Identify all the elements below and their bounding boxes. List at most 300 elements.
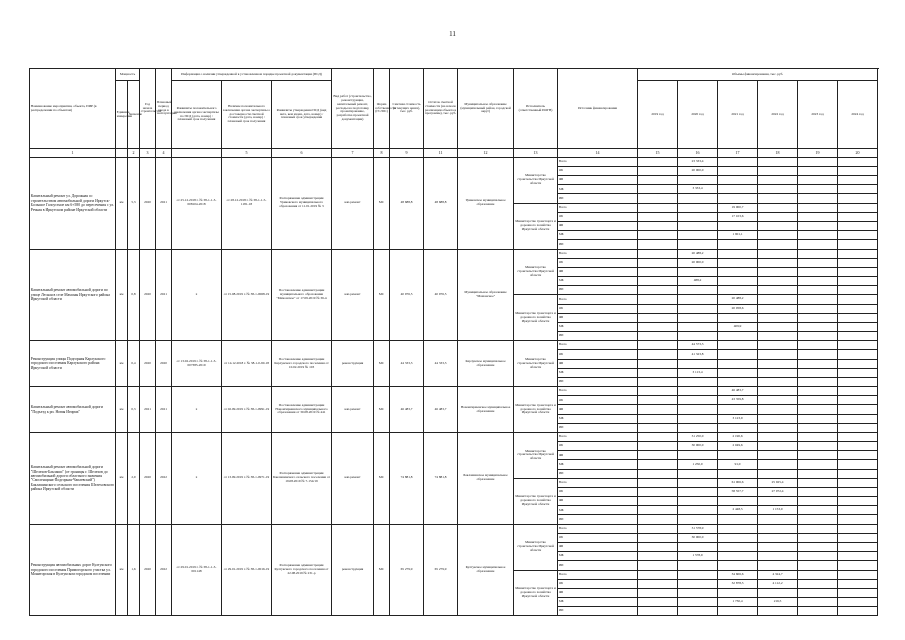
funding-amount — [798, 579, 838, 588]
year-end: 2021 — [156, 249, 172, 341]
funding-amount — [638, 368, 678, 377]
funding-amount — [718, 588, 758, 597]
funding-source: ФБ — [558, 176, 638, 185]
funding-amount — [798, 286, 838, 295]
funding-amount — [838, 396, 878, 405]
power-value: 5,3 — [128, 157, 140, 249]
funding-amount — [678, 212, 718, 221]
funding-source: МБ — [558, 414, 638, 423]
funding-amount — [758, 267, 798, 276]
funding-amount — [838, 341, 878, 350]
funding-amount — [638, 487, 678, 496]
funding-amount — [638, 478, 678, 487]
docs-approval: от 29.01.2019 г. № 38-1-1-3-001148 — [172, 524, 222, 616]
funding-source: МБ — [558, 277, 638, 286]
funding-source: МБ — [558, 231, 638, 240]
funding-amount — [838, 460, 878, 469]
funding-amount — [838, 487, 878, 496]
funding-amount: 31 250,0 — [678, 432, 718, 441]
funding-amount — [758, 240, 798, 249]
funding-amount — [798, 387, 838, 396]
ownership-form: МС — [374, 341, 390, 387]
funding-amount — [638, 524, 678, 533]
column-number — [116, 149, 128, 158]
funding-amount — [758, 221, 798, 230]
estimated-cost: 65 279,9 — [390, 524, 424, 616]
funding-source: Всего — [558, 249, 638, 258]
funding-source: Всего — [558, 341, 638, 350]
funding-amount — [718, 377, 758, 386]
funding-amount — [678, 579, 718, 588]
ownership-form: МС — [374, 249, 390, 341]
funding-amount — [758, 258, 798, 267]
funding-amount — [638, 295, 678, 304]
municipality: Баклашинское муниципальное образование — [458, 432, 514, 524]
funding-amount — [798, 543, 838, 552]
funding-amount — [638, 249, 678, 258]
funding-amount — [798, 377, 838, 386]
funding-amount — [638, 157, 678, 166]
funding-amount — [838, 387, 878, 396]
funding-amount — [838, 451, 878, 460]
col-unit-header: Единица измерения — [116, 81, 128, 149]
funding-amount — [678, 221, 718, 230]
funding-source: ФБ — [558, 405, 638, 414]
docs-cost-check: от 15.08.2019 г. № 38-1-0068-19 — [222, 249, 272, 341]
funding-amount — [758, 442, 798, 451]
ownership-form: МС — [374, 157, 390, 249]
funding-amount: 61 006,6 — [718, 478, 758, 487]
col-year-header: 2022 год — [758, 81, 798, 149]
funding-source: ФБ — [558, 359, 638, 368]
funding-amount: 216,5 — [758, 598, 798, 607]
funding-amount — [678, 598, 718, 607]
column-number: 16 — [678, 149, 718, 158]
funding-amount: 1 250,0 — [678, 460, 718, 469]
funding-amount: 58 557,7 — [718, 487, 758, 496]
funding-amount — [638, 396, 678, 405]
funding-amount — [838, 221, 878, 230]
municipality: Муниципальное образование "Мамонское" — [458, 249, 514, 341]
funding-amount — [638, 543, 678, 552]
funding-source: Всего — [558, 387, 638, 396]
funding-amount: 20 488,2 — [718, 295, 758, 304]
funding-amount — [638, 561, 678, 570]
power-unit: км — [116, 524, 128, 616]
funding-amount — [798, 414, 838, 423]
work-type: реконструкция — [332, 341, 374, 387]
funding-amount — [838, 414, 878, 423]
funding-source: ИИ — [558, 332, 638, 341]
funding-amount — [798, 396, 838, 405]
funding-amount — [838, 561, 878, 570]
power-value: 1,6 — [128, 524, 140, 616]
column-number: 13 — [514, 149, 558, 158]
work-type: кап.ремонт — [332, 387, 374, 433]
funding-amount — [638, 506, 678, 515]
funding-amount — [798, 359, 838, 368]
funding-amount — [798, 432, 838, 441]
funding-amount — [838, 570, 878, 579]
funding-amount: 1 730,4 — [718, 598, 758, 607]
funding-amount — [638, 460, 678, 469]
funding-amount: 20 488,2 — [678, 249, 718, 258]
funding-amount — [798, 157, 838, 166]
funding-source: ИИ — [558, 377, 638, 386]
funding-amount — [638, 442, 678, 451]
funding-amount — [758, 460, 798, 469]
funding-amount: 409,9 — [718, 322, 758, 331]
funding-amount — [758, 377, 798, 386]
funding-amount — [638, 240, 678, 249]
funding-amount: 4 324,7 — [758, 570, 798, 579]
funding-amount — [638, 359, 678, 368]
funding-amount — [798, 506, 838, 515]
ownership-form: МС — [374, 432, 390, 524]
funding-source: Всего — [558, 157, 638, 166]
funding-amount — [718, 497, 758, 506]
remaining-cost: 48 688,8 — [424, 157, 458, 249]
funding-source: ФБ — [558, 543, 638, 552]
funding-amount — [838, 442, 878, 451]
funding-amount — [718, 359, 758, 368]
funding-amount — [798, 221, 838, 230]
funding-amount — [758, 451, 798, 460]
funding-amount — [638, 194, 678, 203]
funding-amount — [838, 313, 878, 322]
municipality: Карлукское муниципальное образование — [458, 341, 514, 387]
funding-amount: 1 153,0 — [758, 506, 798, 515]
funding-amount — [638, 341, 678, 350]
funding-amount: 2 448,5 — [718, 506, 758, 515]
funding-amount — [838, 277, 878, 286]
funding-amount — [838, 423, 878, 432]
funding-amount — [678, 469, 718, 478]
funding-amount — [758, 249, 798, 258]
funding-amount — [678, 396, 718, 405]
column-number — [172, 149, 222, 158]
funding-amount — [678, 570, 718, 579]
funding-amount — [638, 451, 678, 460]
column-number: 9 — [390, 149, 424, 158]
funding-amount — [638, 185, 678, 194]
executor: Министерство строительства Иркутской области — [514, 524, 558, 570]
funding-source: ФБ — [558, 497, 638, 506]
funding-amount — [798, 194, 838, 203]
funding-amount — [798, 231, 838, 240]
funding-amount — [758, 176, 798, 185]
col-form-header: Форма собственности (ГС/МС) — [374, 69, 390, 149]
funding-source: ОБ — [558, 350, 638, 359]
funding-amount: 3 123,9 — [718, 414, 758, 423]
funding-amount — [718, 313, 758, 322]
year-start: 2020 — [140, 249, 156, 341]
funding-amount: 27 072,4 — [758, 487, 798, 496]
municipality: Култукское муниципальное образование — [458, 524, 514, 616]
funding-source: ФБ — [558, 588, 638, 597]
funding-amount — [718, 194, 758, 203]
funding-amount — [758, 295, 798, 304]
funding-amount — [678, 506, 718, 515]
funding-amount — [678, 231, 718, 240]
funding-amount — [798, 460, 838, 469]
funding-amount — [758, 432, 798, 441]
funding-amount — [638, 267, 678, 276]
funding-amount — [638, 277, 678, 286]
funding-amount — [718, 185, 758, 194]
funding-source: ИИ — [558, 423, 638, 432]
executor: Министерство строительства Иркутской области — [514, 341, 558, 387]
funding-amount — [638, 414, 678, 423]
funding-source: ОБ — [558, 487, 638, 496]
funding-source: ОБ — [558, 258, 638, 267]
funding-amount — [718, 341, 758, 350]
funding-amount: 41 323,8 — [678, 350, 718, 359]
funding-amount: 44 573,3 — [678, 341, 718, 350]
funding-source: МБ — [558, 552, 638, 561]
funding-amount — [678, 497, 718, 506]
funding-amount — [638, 423, 678, 432]
funding-amount — [638, 212, 678, 221]
column-number: 6 — [272, 149, 332, 158]
funding-amount — [638, 377, 678, 386]
funding-amount — [638, 387, 678, 396]
funding-amount — [758, 561, 798, 570]
docs-cost-check: от 13.09.2019 г. № 38-1-0971-19 — [222, 432, 272, 524]
funding-amount — [838, 515, 878, 524]
funding-amount — [678, 194, 718, 203]
object-name: Реконструкция автомобильных дорог Култукского городского поселения Примогорского участка ул. Мониторская в Култукском городском поселении — [30, 524, 116, 616]
funding-amount — [718, 157, 758, 166]
power-value: 2,0 — [128, 432, 140, 524]
funding-amount: 31 578,9 — [678, 524, 718, 533]
funding-amount — [758, 607, 798, 616]
col-year-header: 2023 год — [798, 81, 838, 149]
funding-amount — [758, 166, 798, 175]
docs-requisites: Постановление администрации муниципального образования "Мамонское" от 17.09.2019 № 36-п — [272, 249, 332, 341]
funding-amount — [758, 359, 798, 368]
funding-amount — [838, 543, 878, 552]
power-value: 0,3 — [128, 387, 140, 433]
funding-source: ИИ — [558, 561, 638, 570]
funding-source: ОБ — [558, 579, 638, 588]
funding-source: МБ — [558, 185, 638, 194]
funding-amount — [678, 423, 718, 432]
estimated-cost: 46 483,7 — [390, 387, 424, 433]
year-end: 2021 — [156, 387, 172, 433]
col-end-header: Плановый период ввода в эксплуатацию — [156, 69, 172, 149]
column-number: 5 — [222, 149, 272, 158]
object-name: Капитальный ремонт автомобильной дороги "Шелехов-Баклаши" (от границы г. Шелехов до автомобильной дороги областного значения "Смоленщина-Подгорная-Чапаевский") Баклашинского сельского поселения Шелеховского района Иркутской области — [30, 432, 116, 524]
funding-amount — [798, 249, 838, 258]
table-row — [30, 432, 878, 441]
column-number: 8 — [374, 149, 390, 158]
docs-requisites: Постановление администрации Карлукского городского поселения от 10.02.2019 № 103 — [272, 341, 332, 387]
funding-amount — [838, 377, 878, 386]
col-value-header: Значение — [128, 81, 140, 149]
table-row — [30, 524, 878, 533]
funding-amount — [718, 543, 758, 552]
funding-amount — [718, 258, 758, 267]
funding-source: ФБ — [558, 313, 638, 322]
funding-amount — [798, 185, 838, 194]
funding-amount — [798, 588, 838, 597]
power-unit: км — [116, 249, 128, 341]
funding-amount — [838, 322, 878, 331]
funding-amount — [838, 185, 878, 194]
funding-amount: 30 000,0 — [678, 442, 718, 451]
col-docs-header: Информация о наличии утвержденной в установленном порядке проектной документации (ПСД) — [172, 69, 332, 81]
funding-amount — [638, 258, 678, 267]
funding-amount — [678, 286, 718, 295]
funding-amount: 1 901,1 — [718, 231, 758, 240]
docs-cost-check: от 02.09.2019 г. № 38-1-0991-19 — [222, 387, 272, 433]
funding-amount — [638, 203, 678, 212]
funding-amount — [838, 332, 878, 341]
funding-amount — [638, 598, 678, 607]
col-power-header: Мощность — [116, 69, 140, 81]
funding-amount — [638, 176, 678, 185]
funding-amount: 20 000,0 — [678, 166, 718, 175]
funding-amount — [678, 405, 718, 414]
year-end: 2021 — [156, 157, 172, 249]
funding-amount — [758, 185, 798, 194]
funding-amount — [718, 221, 758, 230]
funding-amount — [638, 332, 678, 341]
year-end: 2022 — [156, 432, 172, 524]
funding-amount — [678, 588, 718, 597]
funding-amount — [718, 561, 758, 570]
funding-source: ИИ — [558, 469, 638, 478]
funding-amount — [678, 176, 718, 185]
funding-amount: 2 190,6 — [718, 432, 758, 441]
funding-amount: 25 925,4 — [758, 478, 798, 487]
funding-amount — [638, 231, 678, 240]
funding-amount: 43 359,8 — [718, 396, 758, 405]
col-start-header: Год начала строительства — [140, 69, 156, 149]
funding-amount — [718, 277, 758, 286]
funding-amount — [718, 267, 758, 276]
funding-amount — [798, 598, 838, 607]
funding-amount — [758, 414, 798, 423]
funding-amount: 91,0 — [718, 460, 758, 469]
funding-amount — [798, 240, 838, 249]
funding-amount — [758, 212, 798, 221]
funding-amount — [838, 166, 878, 175]
funding-amount — [798, 212, 838, 221]
funding-amount — [798, 176, 838, 185]
funding-amount — [718, 469, 758, 478]
power-value: 0,4 — [128, 341, 140, 387]
funding-amount — [838, 304, 878, 313]
funding-source: ИИ — [558, 515, 638, 524]
funding-amount — [678, 359, 718, 368]
docs-approval: x — [172, 387, 222, 433]
table-row — [30, 341, 878, 350]
funding-amount — [798, 442, 838, 451]
funding-amount — [638, 405, 678, 414]
funding-amount — [838, 607, 878, 616]
funding-amount — [718, 524, 758, 533]
funding-amount — [638, 166, 678, 175]
docs-requisites: Постановление администрации Новоигирменского муниципального образования от 30.08.2019 № 441 — [272, 387, 332, 433]
remaining-cost: 40 976,5 — [424, 249, 458, 341]
funding-amount — [758, 515, 798, 524]
funding-source: МБ — [558, 322, 638, 331]
funding-amount — [758, 194, 798, 203]
funding-amount — [798, 203, 838, 212]
funding-source: Всего — [558, 203, 638, 212]
funding-source: ИИ — [558, 286, 638, 295]
funding-amount — [838, 533, 878, 542]
column-number: 2 — [128, 149, 140, 158]
docs-approval: x — [172, 432, 222, 524]
executor: Министерство транспорта и дорожного хозяйства Иркутской области — [514, 295, 558, 341]
funding-amount — [838, 552, 878, 561]
funding-amount — [718, 166, 758, 175]
funding-amount — [838, 405, 878, 414]
funding-amount — [678, 515, 718, 524]
docs-cost-check: от 28.12.2018 г. № 38-1-1-5-1181-18 — [222, 157, 272, 249]
municipality: Уриковское муниципальное образование — [458, 157, 514, 249]
object-name: Капитальный ремонт ул. Дорожная со строительством автомобильной дороги Иркутск-Большое Голоустное км 6+580 до пересечения с ул. Речная в Иркутском районе Иркутской области — [30, 157, 116, 249]
col-est-header: Сметная стоимость (в текущих ценах), тыс. руб. — [390, 69, 424, 149]
funding-amount — [678, 414, 718, 423]
funding-source: ОБ — [558, 304, 638, 313]
funding-amount — [638, 533, 678, 542]
funding-source: ФБ — [558, 451, 638, 460]
funding-amount — [758, 277, 798, 286]
docs-approval: x — [172, 249, 222, 341]
funding-source: ФБ — [558, 267, 638, 276]
funding-amount — [678, 304, 718, 313]
funding-amount — [798, 561, 838, 570]
funding-amount — [838, 286, 878, 295]
funding-source: ИИ — [558, 240, 638, 249]
object-name: Капитальный ремонт автомобильной дороги "Подъезд к рп. Новая Игирма" — [30, 387, 116, 433]
funding-amount — [838, 295, 878, 304]
funding-amount — [678, 451, 718, 460]
funding-amount — [838, 240, 878, 249]
executor: Министерство транспорта и дорожного хозяйства Иркутской области — [514, 478, 558, 524]
funding-amount — [838, 231, 878, 240]
docs-cost-check: от 29.01.2019 г. № 38-1-0016-19 — [222, 524, 272, 616]
col-source-header: Источник финансирования — [558, 69, 638, 149]
estimated-cost: 74 881,8 — [390, 432, 424, 524]
funding-amount — [678, 543, 718, 552]
funding-amount — [758, 469, 798, 478]
funding-amount — [678, 561, 718, 570]
year-start: 2020 — [140, 157, 156, 249]
funding-amount — [678, 607, 718, 616]
funding-source: Всего — [558, 432, 638, 441]
estimated-cost: 40 976,5 — [390, 249, 424, 341]
funding-amount — [758, 332, 798, 341]
power-unit: км — [116, 341, 128, 387]
funding-amount: 23 333,4 — [678, 157, 718, 166]
funding-source: Всего — [558, 524, 638, 533]
funding-amount — [798, 487, 838, 496]
col-req-header: Реквизиты утверждения ПСД (вид акта, кем издан, дата, номер) / плановый срок утверждения — [272, 81, 332, 149]
object-name: Капитальный ремонт автомобильной дороги по улице Лесная в селе Мамоны Иркутского района Иркутской области — [30, 249, 116, 341]
funding-amount: 20 058,6 — [718, 304, 758, 313]
funding-amount — [638, 579, 678, 588]
funding-amount — [638, 350, 678, 359]
column-number-row — [30, 149, 878, 158]
funding-amount — [758, 203, 798, 212]
funding-amount: 4 112,2 — [758, 579, 798, 588]
column-number: 3 — [140, 149, 156, 158]
